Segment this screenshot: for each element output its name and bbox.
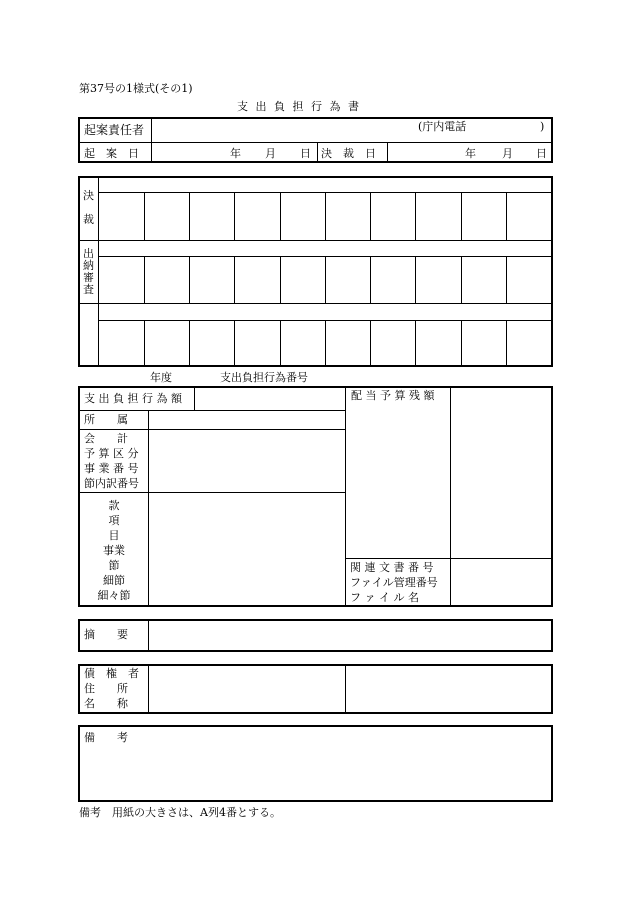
draft-date-label: 起 案 日: [84, 147, 139, 160]
decision-day: 日: [536, 147, 547, 160]
decision-month: 月: [502, 147, 513, 160]
budget-lines-label: 会 計 予 算 区 分 事 業 番 号 節内訳番号: [84, 432, 139, 490]
draft-day: 日: [300, 147, 311, 160]
amount-label: 支 出 負 担 行 為 額: [84, 392, 182, 405]
form-number: 第37号の1様式(その1): [79, 82, 193, 95]
allocated-budget-label: 配 当 予 算 残 額: [351, 389, 435, 402]
draft-year: 年: [230, 147, 241, 160]
creditor-label: 債 権 者 住 所 名 称: [84, 667, 139, 710]
kessai-label-2: 裁: [83, 213, 94, 226]
dept-field[interactable]: [149, 411, 344, 428]
fiscal-year-label: 年度: [150, 371, 172, 384]
budget-lines-field[interactable]: [149, 430, 344, 491]
allocated-budget-field[interactable]: [451, 388, 551, 557]
creditor-field[interactable]: [149, 665, 344, 713]
spending-number-label: 支出負担行為番号: [220, 371, 308, 384]
summary-label: 摘 要: [84, 628, 128, 641]
summary-field[interactable]: [149, 620, 551, 651]
approval-grid: [78, 176, 553, 367]
suito-label: 出 納 審 査: [83, 247, 94, 296]
kessai-label-1: 決: [83, 189, 94, 202]
amount-field[interactable]: [195, 388, 344, 409]
items-field[interactable]: [149, 493, 344, 605]
decision-date-label: 決 裁 日: [321, 147, 376, 160]
footnote: 備考 用紙の大きさは、A列4番とする。: [79, 806, 281, 819]
decision-year: 年: [465, 147, 476, 160]
draft-month: 月: [265, 147, 276, 160]
items-label: 款 項 目 事業 節 細節 細々節: [97, 499, 131, 602]
responsible-field[interactable]: [152, 119, 551, 141]
responsible-label: 起案責任者: [84, 123, 145, 137]
remarks-field[interactable]: [79, 746, 551, 800]
phone-close: ): [540, 120, 545, 133]
related-docs-field[interactable]: [451, 559, 551, 605]
creditor-extra-field[interactable]: [346, 665, 551, 713]
remarks-label: 備 考: [84, 731, 128, 744]
related-docs-label: 関 連 文 書 番 号 ファイル管理番号 フ ァ イ ル 名: [350, 561, 438, 604]
dept-label: 所 属: [84, 413, 128, 426]
phone-label: (庁内電話: [418, 120, 467, 133]
form-title: 支 出 負 担 行 為 書: [237, 100, 361, 113]
